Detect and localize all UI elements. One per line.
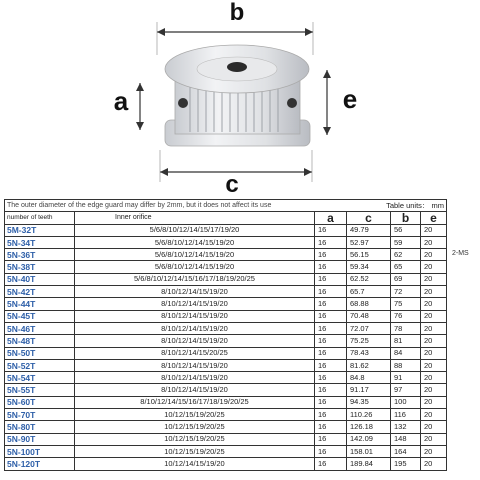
a-cell: 16 (315, 273, 347, 285)
a-cell: 16 (315, 433, 347, 445)
table-row (5, 322, 447, 334)
c-cell: 110.26 (347, 409, 391, 421)
model-cell: 5N-36T (5, 249, 75, 261)
c-cell: 142.09 (347, 433, 391, 445)
a-cell: 16 (315, 249, 347, 261)
e-cell: 20 (421, 286, 447, 298)
a-cell: 16 (315, 236, 347, 248)
c-cell: 75.25 (347, 335, 391, 347)
model-cell: 5N-42T (5, 286, 75, 298)
c-cell: 52.97 (347, 236, 391, 248)
b-cell: 100 (391, 396, 421, 408)
dimension-b-label: b (229, 0, 245, 26)
header-a: a (315, 212, 347, 224)
c-cell: 81.62 (347, 359, 391, 371)
e-cell: 20 (421, 310, 447, 322)
model-cell: 5N-38T (5, 261, 75, 273)
c-cell: 56.15 (347, 249, 391, 261)
b-cell: 65 (391, 261, 421, 273)
a-cell: 16 (315, 384, 347, 396)
orifice-cell: 5/6/8/10/12/14/15/19/20 (75, 236, 315, 248)
e-cell: 20 (421, 249, 447, 261)
b-cell: 56 (391, 224, 421, 236)
set-screw-right (287, 98, 297, 108)
b-cell: 116 (391, 409, 421, 421)
b-cell: 148 (391, 433, 421, 445)
header-e: e (421, 212, 447, 224)
model-cell: 5N-60T (5, 396, 75, 408)
b-cell: 59 (391, 236, 421, 248)
b-cell: 88 (391, 359, 421, 371)
table-row (5, 384, 447, 396)
set-screw-left (178, 98, 188, 108)
orifice-cell: 10/12/15/19/20/25 (75, 433, 315, 445)
b-cell: 76 (391, 310, 421, 322)
model-cell: 5N-46T (5, 322, 75, 334)
a-cell: 16 (315, 347, 347, 359)
b-cell: 81 (391, 335, 421, 347)
a-cell: 16 (315, 322, 347, 334)
orifice-cell: 5/6/8/10/12/14/15/16/17/18/19/20/25 (75, 273, 315, 285)
c-cell: 94.35 (347, 396, 391, 408)
c-cell: 49.79 (347, 224, 391, 236)
table-row (5, 458, 447, 470)
a-cell: 16 (315, 409, 347, 421)
orifice-cell: 8/10/12/14/15/19/20 (75, 322, 315, 334)
dimension-a (114, 83, 144, 130)
e-cell: 20 (421, 396, 447, 408)
a-cell: 16 (315, 286, 347, 298)
c-cell: 65.7 (347, 286, 391, 298)
c-cell: 70.48 (347, 310, 391, 322)
c-cell: 68.88 (347, 298, 391, 310)
model-cell: 5N-45T (5, 310, 75, 322)
model-cell: 5N-52T (5, 359, 75, 371)
b-cell: 62 (391, 249, 421, 261)
orifice-cell: 8/10/12/14/15/19/20 (75, 359, 315, 371)
header-b: b (391, 212, 421, 224)
model-cell: 5N-55T (5, 384, 75, 396)
e-cell: 20 (421, 224, 447, 236)
b-cell: 195 (391, 458, 421, 470)
table-row (5, 261, 447, 273)
orifice-cell: 8/10/12/14/15/19/20 (75, 298, 315, 310)
b-cell: 75 (391, 298, 421, 310)
table-row (5, 372, 447, 384)
table-row (5, 445, 447, 457)
table-row (5, 335, 447, 347)
table-row (5, 236, 447, 248)
dimension-c-label: c (225, 171, 239, 195)
orifice-cell: 8/10/12/14/15/16/17/18/19/20/25 (75, 396, 315, 408)
orifice-cell: 8/10/12/14/15/19/20 (75, 372, 315, 384)
a-cell: 16 (315, 261, 347, 273)
header-c: c (347, 212, 391, 224)
model-cell: 5N-70T (5, 409, 75, 421)
orifice-cell: 8/10/12/14/15/19/20 (75, 384, 315, 396)
a-cell: 16 (315, 310, 347, 322)
model-cell: 5M-32T (5, 224, 75, 236)
side-note: 2-MS (452, 250, 469, 257)
model-cell: 5N-90T (5, 433, 75, 445)
table-row (5, 286, 447, 298)
table-row (5, 298, 447, 310)
header-teeth: number of teeth (5, 212, 75, 224)
e-cell: 20 (421, 384, 447, 396)
orifice-cell: 8/10/12/14/15/19/20 (75, 310, 315, 322)
e-cell: 20 (421, 445, 447, 457)
a-cell: 16 (315, 335, 347, 347)
c-cell: 84.8 (347, 372, 391, 384)
e-cell: 20 (421, 421, 447, 433)
table-note: The outer diameter of the edge guard may differ by 2mm, but it does not affect its use (7, 201, 272, 209)
orifice-cell: 8/10/12/14/15/19/20 (75, 286, 315, 298)
e-cell: 20 (421, 359, 447, 371)
orifice-cell: 10/12/15/19/20/25 (75, 409, 315, 421)
b-cell: 97 (391, 384, 421, 396)
c-cell: 91.17 (347, 384, 391, 396)
c-cell: 72.07 (347, 322, 391, 334)
b-cell: 78 (391, 322, 421, 334)
table-row (5, 359, 447, 371)
model-cell: 5N-54T (5, 372, 75, 384)
table-row (5, 409, 447, 421)
e-cell: 20 (421, 433, 447, 445)
c-cell: 62.52 (347, 273, 391, 285)
orifice-cell: 10/12/15/19/20/25 (75, 421, 315, 433)
orifice-cell: 8/10/12/14/15/19/20 (75, 335, 315, 347)
e-cell: 20 (421, 409, 447, 421)
spec-table (4, 199, 447, 471)
orifice-cell: 5/6/8/10/12/14/15/19/20 (75, 261, 315, 273)
table-header-row (5, 212, 447, 224)
a-cell: 16 (315, 458, 347, 470)
model-cell: 5N-120T (5, 458, 75, 470)
model-cell: 5N-40T (5, 273, 75, 285)
table-row (5, 273, 447, 285)
dimension-c (160, 150, 312, 195)
c-cell: 158.01 (347, 445, 391, 457)
e-cell: 20 (421, 298, 447, 310)
e-cell: 20 (421, 273, 447, 285)
b-cell: 84 (391, 347, 421, 359)
e-cell: 20 (421, 372, 447, 384)
table-row (5, 421, 447, 433)
model-cell: 5N-50T (5, 347, 75, 359)
c-cell: 78.43 (347, 347, 391, 359)
table-note-row (5, 200, 447, 212)
table-row (5, 249, 447, 261)
dimension-e-label: e (342, 84, 358, 114)
table-row (5, 433, 447, 445)
header-orifice: Inner orifice (75, 212, 315, 224)
model-cell: 5N-34T (5, 236, 75, 248)
model-cell: 5N-44T (5, 298, 75, 310)
orifice-cell: 8/10/12/14/15/20/25 (75, 347, 315, 359)
e-cell: 20 (421, 335, 447, 347)
model-cell: 5N-100T (5, 445, 75, 457)
table-row (5, 396, 447, 408)
c-cell: 59.34 (347, 261, 391, 273)
pulley-drawing (0, 0, 480, 195)
e-cell: 20 (421, 458, 447, 470)
a-cell: 16 (315, 224, 347, 236)
dimension-e (323, 70, 357, 135)
a-cell: 16 (315, 372, 347, 384)
c-cell: 126.18 (347, 421, 391, 433)
c-cell: 189.84 (347, 458, 391, 470)
b-cell: 91 (391, 372, 421, 384)
model-cell: 5N-48T (5, 335, 75, 347)
b-cell: 72 (391, 286, 421, 298)
orifice-cell: 10/12/15/19/20/25 (75, 445, 315, 457)
bore-hole (227, 62, 247, 72)
e-cell: 20 (421, 322, 447, 334)
b-cell: 132 (391, 421, 421, 433)
spec-table-body (5, 224, 447, 470)
a-cell: 16 (315, 445, 347, 457)
a-cell: 16 (315, 396, 347, 408)
e-cell: 20 (421, 236, 447, 248)
table-units: Table units： mm (386, 200, 444, 210)
orifice-cell: 5/6/8/10/12/14/15/19/20 (75, 249, 315, 261)
b-cell: 69 (391, 273, 421, 285)
a-cell: 16 (315, 359, 347, 371)
e-cell: 20 (421, 261, 447, 273)
table-row (5, 310, 447, 322)
orifice-cell: 5/6/8/10/12/14/15/17/19/20 (75, 224, 315, 236)
table-row (5, 347, 447, 359)
a-cell: 16 (315, 298, 347, 310)
b-cell: 164 (391, 445, 421, 457)
model-cell: 5N-80T (5, 421, 75, 433)
pulley-image (165, 45, 310, 146)
a-cell: 16 (315, 421, 347, 433)
table-row (5, 224, 447, 236)
orifice-cell: 10/12/14/15/19/20 (75, 458, 315, 470)
dimension-a-label: a (113, 86, 129, 116)
e-cell: 20 (421, 347, 447, 359)
